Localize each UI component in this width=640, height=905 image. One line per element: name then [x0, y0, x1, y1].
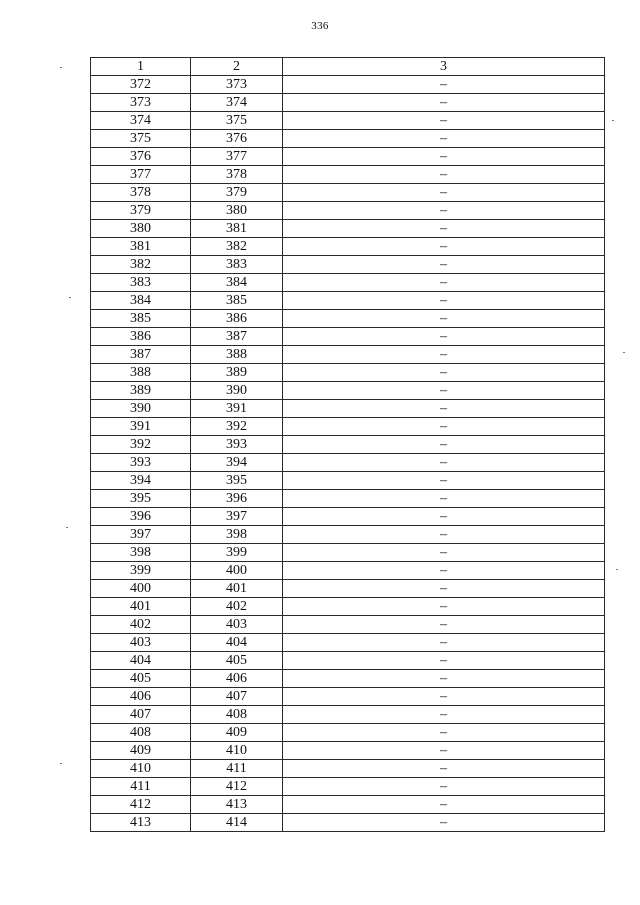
table-row — [91, 238, 605, 256]
table-cell-col-1: 399 — [91, 562, 191, 580]
table-row — [91, 328, 605, 346]
table-row — [91, 562, 605, 580]
table-cell-col-2: 408 — [191, 706, 283, 724]
table-row — [91, 472, 605, 490]
table-row — [91, 184, 605, 202]
table-body — [91, 58, 605, 832]
table-cell-col-2: 414 — [191, 814, 283, 832]
table-cell-col-3: – — [283, 220, 605, 238]
table-cell-col-3: – — [283, 184, 605, 202]
table-cell-col-2: 395 — [191, 472, 283, 490]
table-row — [91, 724, 605, 742]
table-cell-col-2: 405 — [191, 652, 283, 670]
scan-speck — [66, 527, 68, 528]
table-cell-col-2: 412 — [191, 778, 283, 796]
table-row — [91, 490, 605, 508]
table-cell-col-3: – — [283, 670, 605, 688]
table-cell-col-1: 376 — [91, 148, 191, 166]
table-cell-col-3: – — [283, 382, 605, 400]
table-cell-col-3: – — [283, 94, 605, 112]
table-cell-col-1: 380 — [91, 220, 191, 238]
table-cell-col-2: 407 — [191, 688, 283, 706]
table-cell-col-1: 373 — [91, 94, 191, 112]
table-cell-col-3: – — [283, 436, 605, 454]
table-cell-col-3: – — [283, 616, 605, 634]
table-cell-col-1: 379 — [91, 202, 191, 220]
table-row — [91, 364, 605, 382]
table-row — [91, 220, 605, 238]
table-row — [91, 670, 605, 688]
table-row — [91, 760, 605, 778]
table-cell-col-2: 394 — [191, 454, 283, 472]
table-row — [91, 652, 605, 670]
table-cell-col-2: 398 — [191, 526, 283, 544]
table-cell-col-2: 379 — [191, 184, 283, 202]
table-cell-col-3: – — [283, 364, 605, 382]
table-cell-col-1: 393 — [91, 454, 191, 472]
table-cell-col-2: 392 — [191, 418, 283, 436]
table-cell-col-1: 378 — [91, 184, 191, 202]
table-cell-col-2: 377 — [191, 148, 283, 166]
table-cell-col-1: 377 — [91, 166, 191, 184]
table-cell-col-3: – — [283, 580, 605, 598]
table-cell-col-2: 402 — [191, 598, 283, 616]
table-cell-col-3: – — [283, 238, 605, 256]
scan-speck — [616, 569, 618, 570]
table-cell-col-2: 397 — [191, 508, 283, 526]
table-cell-col-3: – — [283, 130, 605, 148]
table-cell-col-3: – — [283, 76, 605, 94]
table-cell-col-2: 378 — [191, 166, 283, 184]
table-cell-col-3: – — [283, 490, 605, 508]
table-row — [91, 112, 605, 130]
table-cell-col-2: 375 — [191, 112, 283, 130]
scan-speck — [60, 67, 62, 68]
table-cell-col-1: 396 — [91, 508, 191, 526]
table-row — [91, 544, 605, 562]
table-cell-col-1: 391 — [91, 418, 191, 436]
table-row — [91, 634, 605, 652]
table-cell-col-1: 383 — [91, 274, 191, 292]
table-row — [91, 76, 605, 94]
table-row — [91, 580, 605, 598]
table-cell-col-3: – — [283, 760, 605, 778]
table-row — [91, 598, 605, 616]
table-cell-col-3: – — [283, 706, 605, 724]
table-cell-col-2: 387 — [191, 328, 283, 346]
table-cell-col-2: 410 — [191, 742, 283, 760]
table-cell-col-3: – — [283, 292, 605, 310]
table-cell-col-3: – — [283, 778, 605, 796]
table-row — [91, 166, 605, 184]
table-cell-col-1: 405 — [91, 670, 191, 688]
table-cell-col-3: – — [283, 814, 605, 832]
table-cell-col-1: 387 — [91, 346, 191, 364]
table-cell-col-3: – — [283, 112, 605, 130]
table-cell-col-2: 401 — [191, 580, 283, 598]
table-cell-col-3: – — [283, 634, 605, 652]
table-cell-col-2: 384 — [191, 274, 283, 292]
table-cell-col-3: – — [283, 724, 605, 742]
table-cell-col-2: 381 — [191, 220, 283, 238]
table-cell-col-1: 412 — [91, 796, 191, 814]
table-row — [91, 418, 605, 436]
table-cell-col-1: 374 — [91, 112, 191, 130]
column-header-1: 1 — [91, 58, 191, 76]
table-cell-col-3: – — [283, 562, 605, 580]
table-cell-col-1: 394 — [91, 472, 191, 490]
table-cell-col-2: 413 — [191, 796, 283, 814]
table-cell-col-1: 408 — [91, 724, 191, 742]
table-cell-col-1: 390 — [91, 400, 191, 418]
column-header-2: 2 — [191, 58, 283, 76]
table-cell-col-1: 411 — [91, 778, 191, 796]
table-row — [91, 292, 605, 310]
table-cell-col-2: 382 — [191, 238, 283, 256]
table-cell-col-3: – — [283, 166, 605, 184]
table-cell-col-3: – — [283, 508, 605, 526]
table-cell-col-3: – — [283, 544, 605, 562]
table-cell-col-1: 397 — [91, 526, 191, 544]
table-cell-col-3: – — [283, 400, 605, 418]
table-cell-col-2: 380 — [191, 202, 283, 220]
table-cell-col-2: 411 — [191, 760, 283, 778]
table-cell-col-1: 400 — [91, 580, 191, 598]
table-row — [91, 436, 605, 454]
table-cell-col-3: – — [283, 310, 605, 328]
table-cell-col-1: 388 — [91, 364, 191, 382]
table-cell-col-3: – — [283, 256, 605, 274]
table-row — [91, 382, 605, 400]
table-cell-col-3: – — [283, 202, 605, 220]
table-cell-col-1: 403 — [91, 634, 191, 652]
table-cell-col-2: 385 — [191, 292, 283, 310]
data-table — [90, 57, 605, 832]
table-cell-col-3: – — [283, 526, 605, 544]
table-cell-col-1: 381 — [91, 238, 191, 256]
table-row — [91, 526, 605, 544]
table-cell-col-1: 372 — [91, 76, 191, 94]
table-cell-col-3: – — [283, 346, 605, 364]
table-row — [91, 310, 605, 328]
table-cell-col-2: 396 — [191, 490, 283, 508]
table-row — [91, 778, 605, 796]
table-cell-col-1: 389 — [91, 382, 191, 400]
table-cell-col-1: 385 — [91, 310, 191, 328]
table-cell-col-2: 400 — [191, 562, 283, 580]
table-cell-col-2: 383 — [191, 256, 283, 274]
table-cell-col-3: – — [283, 598, 605, 616]
table-cell-col-3: – — [283, 652, 605, 670]
table-row — [91, 454, 605, 472]
table-row — [91, 148, 605, 166]
table-row — [91, 616, 605, 634]
table-cell-col-1: 404 — [91, 652, 191, 670]
table-row — [91, 814, 605, 832]
table-cell-col-1: 406 — [91, 688, 191, 706]
table-header-row — [91, 58, 605, 76]
table-cell-col-2: 376 — [191, 130, 283, 148]
table-row — [91, 706, 605, 724]
table-cell-col-1: 392 — [91, 436, 191, 454]
table-cell-col-2: 391 — [191, 400, 283, 418]
table-cell-col-2: 373 — [191, 76, 283, 94]
table-cell-col-2: 409 — [191, 724, 283, 742]
table-cell-col-3: – — [283, 742, 605, 760]
table-row — [91, 346, 605, 364]
table-row — [91, 202, 605, 220]
table-cell-col-3: – — [283, 688, 605, 706]
table-row — [91, 256, 605, 274]
scan-speck — [69, 297, 71, 298]
table-cell-col-2: 399 — [191, 544, 283, 562]
table-cell-col-3: – — [283, 274, 605, 292]
table-cell-col-2: 388 — [191, 346, 283, 364]
table-cell-col-3: – — [283, 148, 605, 166]
table-cell-col-2: 403 — [191, 616, 283, 634]
table-cell-col-1: 375 — [91, 130, 191, 148]
table-cell-col-2: 390 — [191, 382, 283, 400]
table-cell-col-2: 406 — [191, 670, 283, 688]
table-cell-col-1: 410 — [91, 760, 191, 778]
table-cell-col-1: 395 — [91, 490, 191, 508]
column-header-3: 3 — [283, 58, 605, 76]
table-row — [91, 130, 605, 148]
table-cell-col-3: – — [283, 328, 605, 346]
table-cell-col-2: 389 — [191, 364, 283, 382]
table-row — [91, 94, 605, 112]
table-cell-col-1: 407 — [91, 706, 191, 724]
table-cell-col-2: 374 — [191, 94, 283, 112]
scan-speck — [60, 763, 62, 764]
table-cell-col-2: 386 — [191, 310, 283, 328]
table-row — [91, 400, 605, 418]
table-cell-col-1: 401 — [91, 598, 191, 616]
page-number: 336 — [311, 20, 329, 32]
table-cell-col-3: – — [283, 418, 605, 436]
table-cell-col-1: 402 — [91, 616, 191, 634]
table-cell-col-2: 393 — [191, 436, 283, 454]
table-row — [91, 742, 605, 760]
table-cell-col-1: 398 — [91, 544, 191, 562]
table-cell-col-2: 404 — [191, 634, 283, 652]
table-row — [91, 796, 605, 814]
table-cell-col-1: 409 — [91, 742, 191, 760]
table-cell-col-3: – — [283, 472, 605, 490]
table-row — [91, 508, 605, 526]
scan-speck — [612, 120, 614, 121]
table-row — [91, 688, 605, 706]
table-cell-col-1: 386 — [91, 328, 191, 346]
table-cell-col-3: – — [283, 454, 605, 472]
table-cell-col-1: 413 — [91, 814, 191, 832]
scan-speck — [623, 352, 625, 353]
table-row — [91, 274, 605, 292]
table-cell-col-1: 384 — [91, 292, 191, 310]
table-cell-col-1: 382 — [91, 256, 191, 274]
table-cell-col-3: – — [283, 796, 605, 814]
